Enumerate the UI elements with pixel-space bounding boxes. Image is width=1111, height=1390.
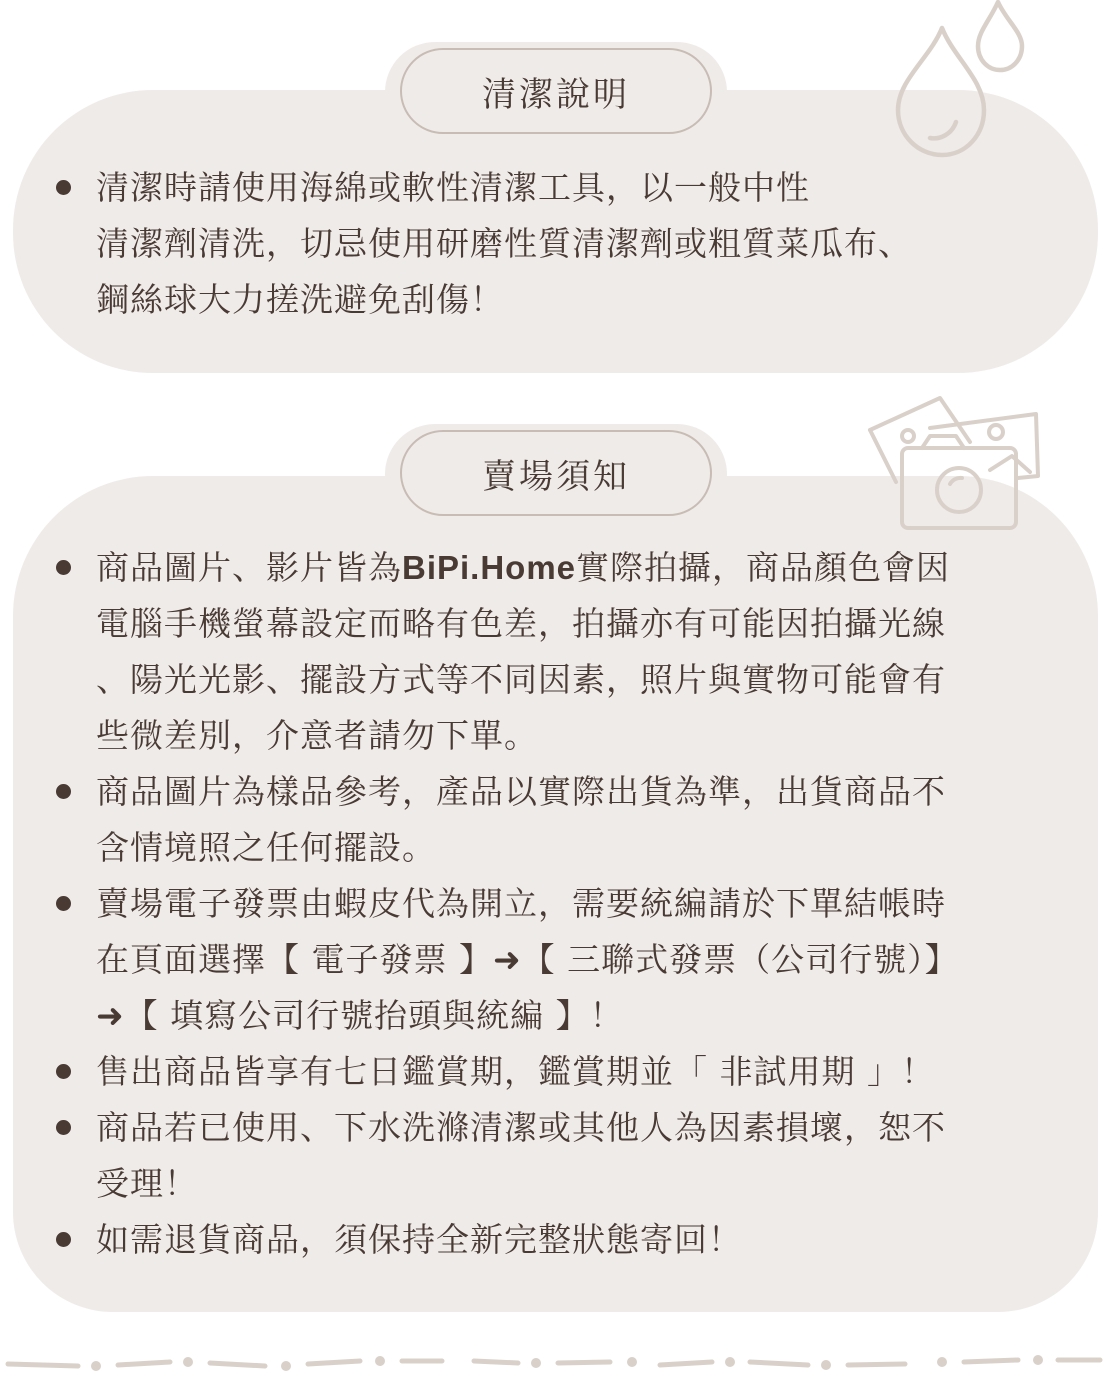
list-item — [56, 1212, 1046, 1268]
text-line: 清潔劑清洗，切忌使用研磨性質清潔劑或粗質菜瓜布、 — [96, 224, 912, 263]
text-segment: 【 三聯式發票（公司行號）】 — [521, 940, 959, 979]
text-segment: 商品圖片、影片皆為 — [96, 548, 402, 587]
section-title-store-notice: 賣場須知 — [400, 430, 712, 516]
list-item — [56, 1100, 1046, 1212]
text-line: 售出商品皆享有七日鑑賞期，鑑賞期並「 非試用期 」！ — [96, 1052, 935, 1091]
list-item — [56, 1044, 1046, 1100]
list-item — [56, 160, 1016, 328]
bullet-icon — [56, 1232, 71, 1247]
arrow-icon: ➜ — [492, 940, 522, 979]
text-line: 賣場電子發票由蝦皮代為開立，需要統編請於下單結帳時 — [96, 884, 946, 923]
text-line — [96, 988, 1046, 1044]
bullet-icon — [56, 1120, 71, 1135]
text-line: 含情境照之任何擺設。 — [96, 828, 436, 867]
text-line — [96, 932, 1046, 988]
arrow-icon: ➜ — [96, 996, 125, 1035]
water-drops-icon — [880, 0, 1040, 170]
text-line: 商品若已使用、下水洗滌清潔或其他人為因素損壞，恕不 — [96, 1108, 946, 1147]
text-line: 些微差別，介意者請勿下單。 — [96, 716, 538, 755]
bullet-icon — [56, 180, 71, 195]
text-line: 受理！ — [96, 1164, 198, 1203]
list-item — [56, 540, 1046, 764]
brand-name: BiPi.Home — [402, 549, 577, 586]
text-line: 如需退貨商品，須保持全新完整狀態寄回！ — [96, 1220, 742, 1259]
text-line: 商品圖片為樣品參考，產品以實際出貨為準，出貨商品不 — [96, 772, 946, 811]
bullet-icon — [56, 896, 71, 911]
dashed-divider — [0, 1346, 1111, 1376]
store-notice-list — [56, 540, 1046, 1268]
text-line: 電腦手機螢幕設定而略有色差，拍攝亦有可能因拍攝光線 — [96, 604, 946, 643]
text-line — [96, 540, 1046, 596]
list-item — [56, 764, 1046, 876]
text-segment: 在頁面選擇【 電子發票 】 — [96, 940, 493, 979]
text-line: 、陽光光影、擺設方式等不同因素，照片與實物可能會有 — [96, 660, 946, 699]
bullet-icon — [56, 1064, 71, 1079]
text-line: 清潔時請使用海綿或軟性清潔工具，以一般中性 — [96, 168, 810, 207]
list-item — [56, 876, 1046, 1044]
text-segment: 【 填寫公司行號抬頭與統編 】！ — [124, 996, 624, 1035]
text-line: 鋼絲球大力搓洗避免刮傷！ — [96, 280, 504, 319]
bullet-icon — [56, 560, 71, 575]
cleaning-instructions — [56, 160, 1016, 328]
text-segment: 實際拍攝，商品顏色會因 — [576, 548, 951, 587]
section-title-cleaning: 清潔說明 — [400, 48, 712, 134]
bullet-icon — [56, 784, 71, 799]
photos-icon — [860, 390, 1050, 540]
